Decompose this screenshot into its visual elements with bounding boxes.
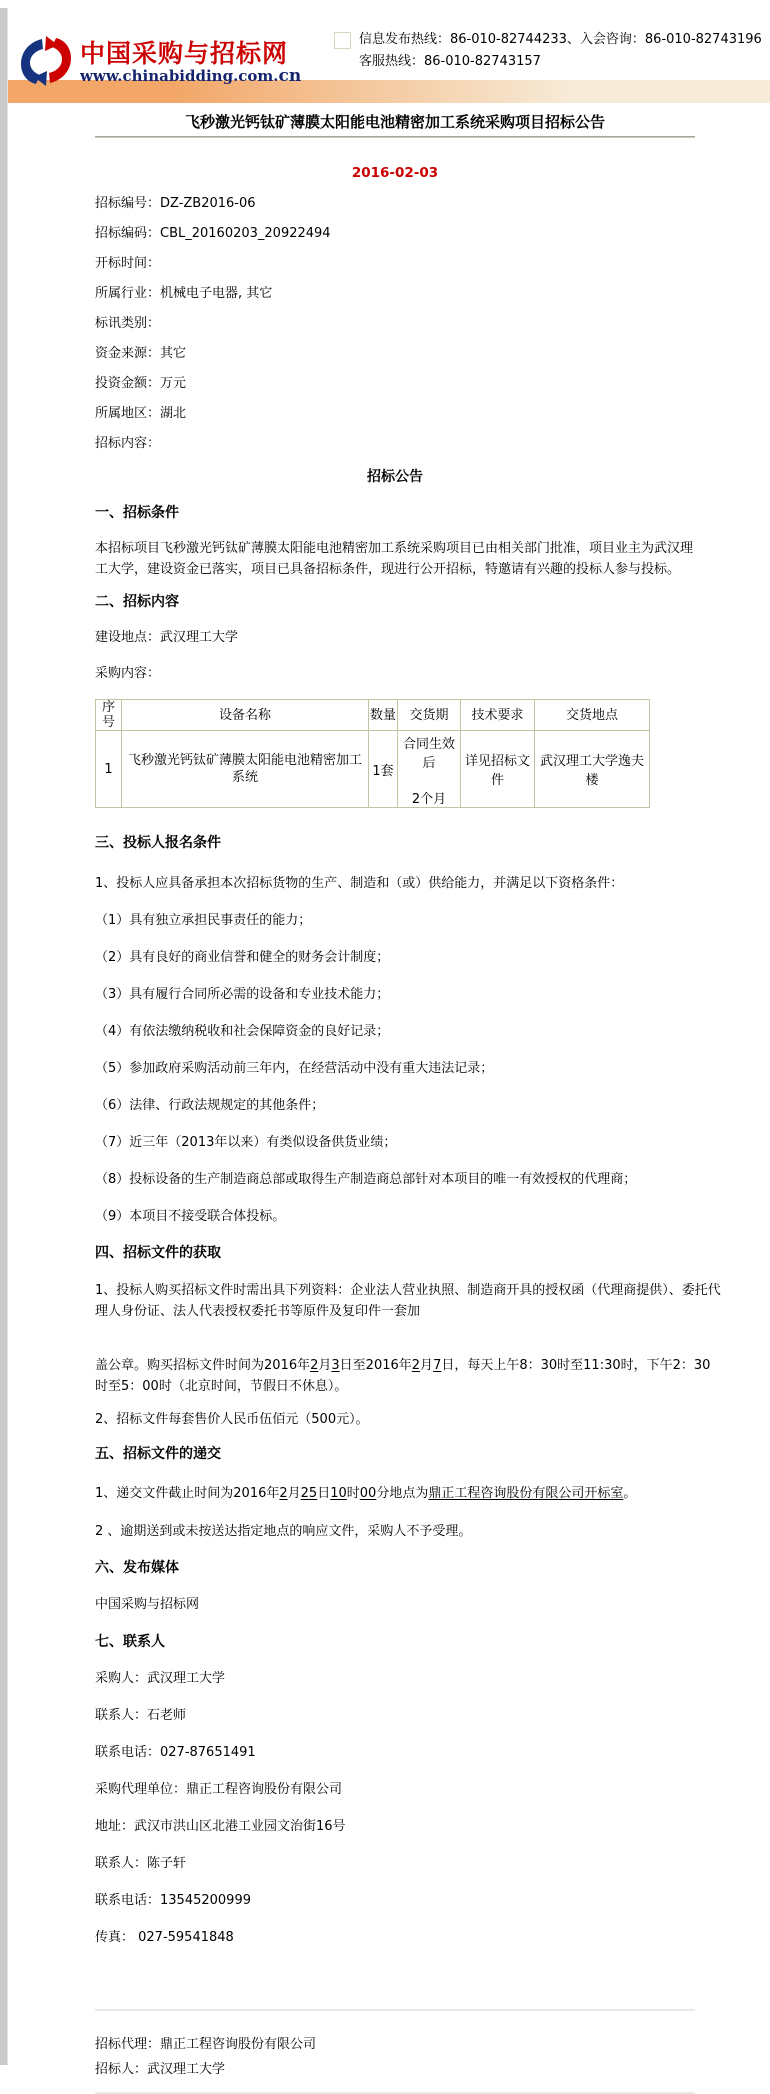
col-header-no: 序号: [96, 700, 122, 731]
cell-tech: 详见招标文件: [461, 731, 535, 808]
cell-place: 武汉理工大学逸夫楼: [535, 731, 650, 808]
contact-purchaser: 采购人：武汉理工大学: [95, 1671, 226, 1686]
contact-agency: 采购代理单位：鼎正工程咨询股份有限公司: [95, 1782, 343, 1797]
contact-phone-1: 联系电话：027-87651491: [95, 1745, 256, 1760]
page-title: 飞秒激光钙钛矿薄膜太阳能电池精密加工系统采购项目招标公告: [184, 113, 605, 131]
section6-heading: 六、发布媒体: [95, 1560, 179, 1576]
section4-item1: 1、投标人购买招标文件时需出具下列资料：企业法人营业执照、制造商开具的授权函（代理商提供）、委托代理人身份证、法人代表授权委托书等原件及复印件一套加: [95, 1283, 721, 1319]
field-bid-content: 招标内容：: [95, 436, 161, 451]
contact-person-1: 联系人：石老师: [95, 1708, 187, 1723]
left-edge-strip: [0, 8, 8, 2065]
condition-item: （3）具有履行合同所必需的设备和专业技术能力；: [95, 987, 390, 1002]
contact-person-2: 联系人：陈子轩: [95, 1856, 187, 1871]
footer-bidder: 招标人：武汉理工大学: [95, 2062, 226, 2077]
col-header-qty: 数量: [369, 700, 398, 731]
section5-heading: 五、招标文件的递交: [95, 1446, 221, 1462]
section1-body: 本招标项目飞秒激光钙钛矿薄膜太阳能电池精密加工系统采购项目已由相关部门批准，项目业主为武汉理工大学，建设资金已落实，项目已具备招标条件，现进行公开招标，特邀请有兴趣的投标人参与投标。: [95, 541, 694, 577]
condition-item: （5）参加政府采购活动前三年内，在经营活动中没有重大违法记录；: [95, 1061, 494, 1076]
header-checkbox[interactable]: [334, 32, 351, 49]
header-hotlines: [334, 29, 762, 73]
title-divider: [95, 136, 695, 138]
section2-location: 建设地点：武汉理工大学: [95, 630, 239, 645]
col-header-place: 交货地点: [535, 700, 650, 731]
purchase-items-table: [95, 699, 650, 808]
section2-content-label: 采购内容：: [95, 666, 161, 681]
site-header: [0, 0, 770, 86]
section5-item1: 1、递交文件截止时间为2016年2月25日10时00分地点为鼎正工程咨询股份有限公司开标室。: [95, 1486, 637, 1501]
field-industry: 所属行业：机械电子电器, 其它: [95, 286, 273, 301]
table-header-row: [96, 700, 650, 731]
cell-qty: 1套: [369, 731, 398, 808]
cell-no: 1: [96, 731, 122, 808]
cell-name: 飞秒激光钙钛矿薄膜太阳能电池精密加工系统: [122, 731, 369, 808]
section3-intro: 1、投标人应具备承担本次招标货物的生产、制造和（或）供给能力，并满足以下资格条件：: [95, 876, 624, 891]
condition-item: （1）具有独立承担民事责任的能力；: [95, 913, 312, 928]
section3-heading: 三、投标人报名条件: [95, 835, 221, 851]
col-header-name: 设备名称: [122, 700, 369, 731]
hotline-line1: 信息发布热线：86-010-82744233、入会咨询：86-010-82743196: [359, 32, 762, 47]
field-investment: 投资金额：万元: [95, 376, 187, 391]
field-notice-type: 标讯类别：: [95, 316, 161, 331]
delivery-line2: 2个月: [411, 792, 447, 807]
table-row: [96, 731, 650, 808]
field-bid-code: 招标编码：CBL_20160203_20922494: [95, 226, 331, 241]
section4-item2: 2、招标文件每套售价人民币伍佰元（500元）。: [95, 1412, 369, 1427]
publish-date: 2016-02-03: [351, 165, 439, 181]
logo-title: 中国采购与招标网: [80, 39, 289, 68]
condition-item: （8）投标设备的生产制造商总部或取得生产制造商总部针对本项目的唯一有效授权的代理商；: [95, 1172, 637, 1187]
section4-heading: 四、招标文件的获取: [95, 1245, 221, 1261]
contact-fax: 传真： 027-59541848: [95, 1930, 234, 1945]
section1-heading: 一、招标条件: [95, 505, 179, 521]
section4-item1-cont: 盖公章。购买招标文件时间为2016年2月3日至2016年2月7日，每天上午8：30时至11:30时，下午2：30时至5：00时（北京时间，节假日不休息）。: [95, 1358, 711, 1394]
condition-item: （6）法律、行政法规规定的其他条件；: [95, 1098, 325, 1113]
announcement-heading: 招标公告: [367, 469, 423, 485]
condition-item: （7）近三年（2013年以来）有类似设备供货业绩；: [95, 1135, 397, 1150]
opening-room-underlined: 鼎正工程咨询股份有限公司开标室: [428, 1486, 624, 1501]
hotline-line2: 客服热线：86-010-82743157: [359, 54, 541, 69]
col-header-delivery: 交货期: [398, 700, 461, 731]
col-header-tech: 技术要求: [461, 700, 535, 731]
section2-heading: 二、招标内容: [95, 594, 179, 610]
section6-body: 中国采购与招标网: [95, 1597, 200, 1612]
condition-item: （9）本项目不接受联合体投标。: [95, 1209, 286, 1224]
info-fields: [95, 194, 770, 453]
field-fund-source: 资金来源：其它: [95, 346, 187, 361]
logo-text: [80, 41, 301, 85]
logo-url: [80, 68, 301, 85]
logo-url-tld: cn: [278, 66, 302, 86]
site-logo[interactable]: [18, 36, 301, 90]
cell-delivery: [398, 731, 461, 808]
contact-address: 地址：武汉市洪山区北港工业园文治街16号: [95, 1819, 346, 1834]
logo-swirl-icon: [18, 36, 74, 90]
field-bid-number: 招标编号：DZ-ZB2016-06: [95, 196, 256, 211]
field-open-time: 开标时间：: [95, 256, 161, 271]
contact-phone-2: 联系电话：13545200999: [95, 1893, 251, 1908]
footer-divider-top: [95, 2009, 695, 2011]
condition-item: （2）具有良好的商业信誉和健全的财务会计制度；: [95, 950, 390, 965]
logo-url-main: www.chinabidding.com.: [80, 67, 279, 85]
announcement-content: [0, 112, 770, 2094]
field-region: 所属地区：湖北: [95, 406, 187, 421]
footer-agent: 招标代理：鼎正工程咨询股份有限公司: [95, 2037, 317, 2052]
section7-heading: 七、联系人: [95, 1634, 165, 1650]
condition-item: （4）有依法缴纳税收和社会保障资金的良好记录；: [95, 1024, 390, 1039]
delivery-line1: 合同生效后: [402, 737, 455, 771]
section5-item2: 2 、逾期送到或未按送达指定地点的响应文件，采购人不予受理。: [95, 1524, 472, 1539]
